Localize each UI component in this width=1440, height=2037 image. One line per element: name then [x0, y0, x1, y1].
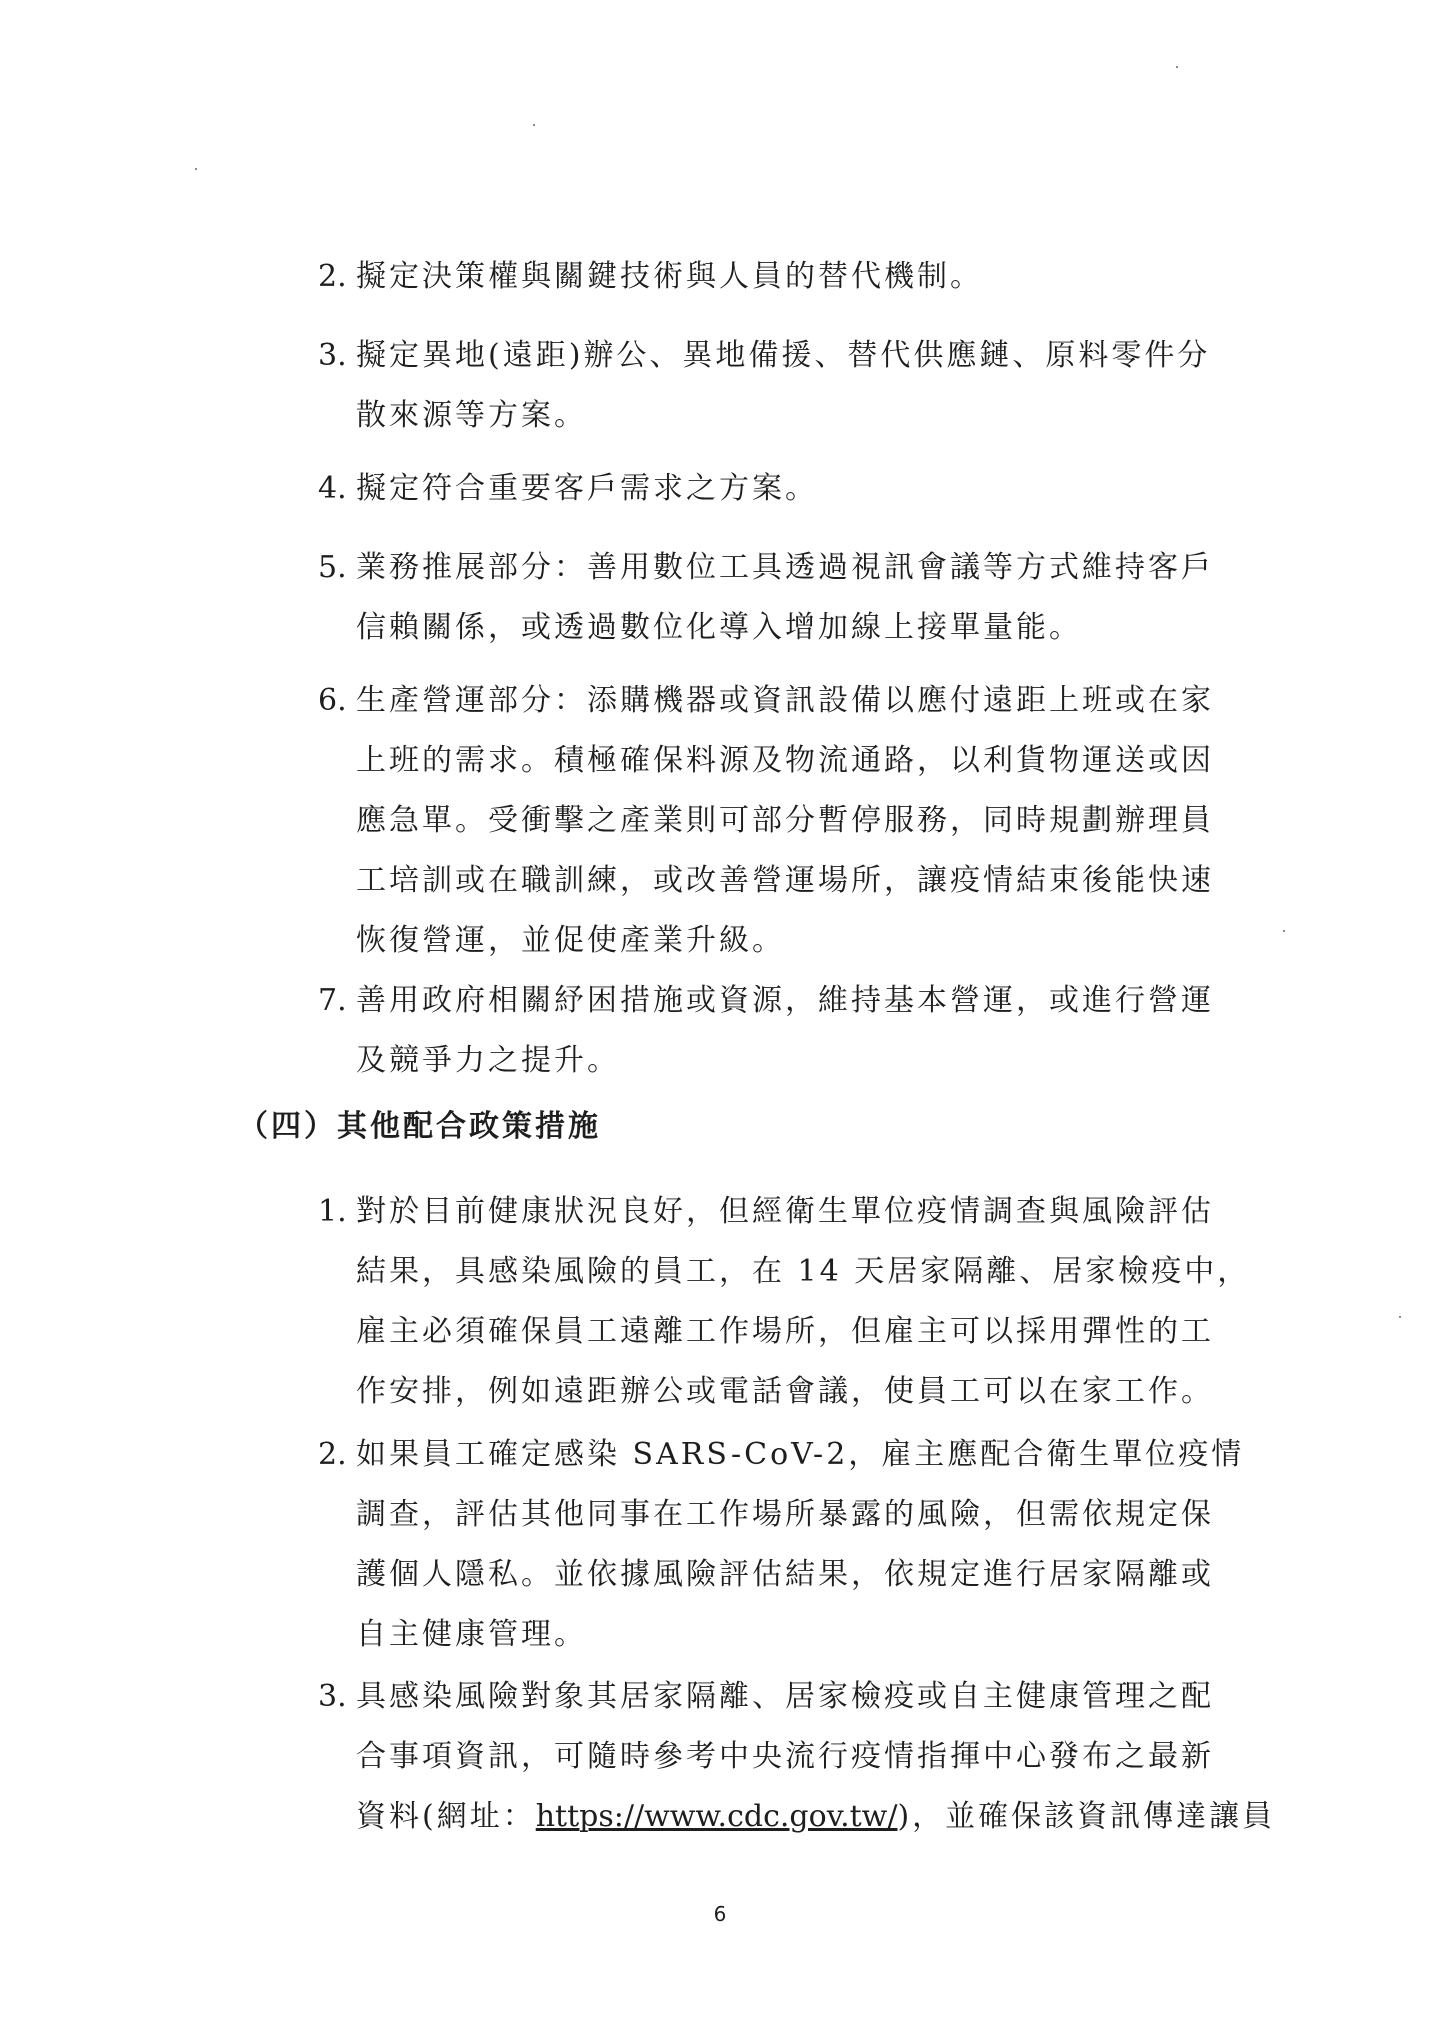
item-text: 資料(網址：: [356, 1799, 536, 1834]
item-number: 5.: [318, 550, 347, 585]
item-text: 調查，評估其他同事在工作場所暴露的風險，但需依規定保: [356, 1497, 1214, 1532]
item-text: 結果，具感染風險的員工，在 14 天居家隔離、居家檢疫中，: [356, 1254, 1251, 1289]
item-text: 及競爭力之提升。: [356, 1043, 620, 1078]
item-text: 擬定決策權與關鍵技術與人員的替代機制。: [356, 259, 983, 294]
scan-speck: [533, 124, 535, 126]
item-text: 自主健康管理。: [356, 1617, 587, 1652]
section-heading: （四）其他配合政策措施: [238, 1109, 601, 1144]
scan-speck: [1283, 930, 1285, 932]
item-text: 生產營運部分：添購機器或資訊設備以應付遠距上班或在家: [356, 683, 1214, 718]
item-number: 1.: [318, 1194, 347, 1229]
item-text: )，並確保該資訊傳達讓員: [897, 1799, 1276, 1834]
scan-speck: [1399, 1316, 1401, 1318]
item-text: 善用政府相關紓困措施或資源，維持基本營運，或進行營運: [356, 983, 1214, 1018]
item-text: 工培訓或在職訓練，或改善營運場所，讓疫情結束後能快速: [356, 863, 1214, 898]
item-text: 如果員工確定感染 SARS-CoV-2，雇主應配合衛生單位疫情: [356, 1437, 1245, 1472]
item-text: 合事項資訊，可隨時參考中央流行疫情指揮中心發布之最新: [356, 1739, 1214, 1774]
item-number: 6.: [318, 683, 347, 718]
item-text: 信賴關係，或透過數位化導入增加線上接單量能。: [356, 610, 1082, 645]
item-number: 4.: [318, 471, 347, 506]
item-text: 散來源等方案。: [356, 398, 587, 433]
item-text: 護個人隱私。並依據風險評估結果，依規定進行居家隔離或: [356, 1557, 1214, 1592]
item-number: 2.: [318, 259, 347, 294]
item-text: 業務推展部分：善用數位工具透過視訊會議等方式維持客戶: [356, 550, 1214, 585]
item-text: 應急單。受衝擊之產業則可部分暫停服務，同時規劃辦理員: [356, 803, 1214, 838]
item-text: 對於目前健康狀況良好，但經衛生單位疫情調查與風險評估: [356, 1194, 1214, 1229]
page-number: 6: [713, 1902, 727, 1926]
item-number: 3.: [318, 1679, 347, 1714]
item-number: 7.: [318, 983, 347, 1018]
item-text: 作安排，例如遠距辦公或電話會議，使員工可以在家工作。: [356, 1374, 1214, 1409]
item-text: 擬定異地(遠距)辦公、異地備援、替代供應鏈、原料零件分: [356, 338, 1211, 373]
scan-speck: [1176, 66, 1178, 68]
item-text: 雇主必須確保員工遠離工作場所，但雇主可以採用彈性的工: [356, 1314, 1214, 1349]
item-text: 具感染風險對象其居家隔離、居家檢疫或自主健康管理之配: [356, 1679, 1214, 1714]
item-number: 2.: [318, 1437, 347, 1472]
item-number: 3.: [318, 338, 347, 373]
item-text: 上班的需求。積極確保料源及物流通路，以利貨物運送或因: [356, 743, 1214, 778]
cdc-website-link[interactable]: https://www.cdc.gov.tw/: [535, 1799, 898, 1834]
item-text: 擬定符合重要客戶需求之方案。: [356, 471, 818, 506]
item-text: 恢復營運，並促使產業升級。: [356, 923, 785, 958]
scan-speck: [195, 168, 197, 170]
